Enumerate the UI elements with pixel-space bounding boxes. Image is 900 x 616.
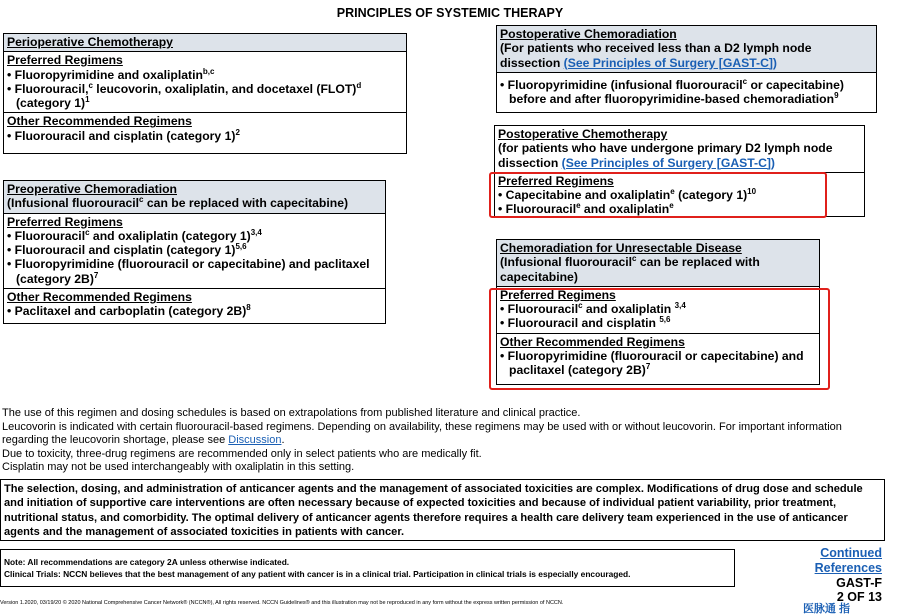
highlight-box bbox=[489, 172, 827, 218]
list-item: • Fluorouracil,$^c$ leucovorin, oxaliplatin, and docetaxel (FLOT)$^d$ (category 1)$^1$ bbox=[7, 80, 362, 111]
footnote: Leucovorin is indicated with certain fluorouracil-based regimens. Depending on availability, these regimens may be used with or without leucovorin. For important information regarding the leucovorin shortage, please see Discussion. bbox=[2, 420, 842, 446]
page-code: GAST-F bbox=[836, 576, 882, 590]
postop-chemorad-list bbox=[497, 73, 876, 109]
perioperative-preferred bbox=[4, 52, 406, 112]
perioperative-header: Perioperative Chemotherapy bbox=[4, 34, 406, 52]
postop-chemo-preferred: Preferred Regimens • Capecitabine and oxaliplatin$^e$ (category 1)$^{10}$ • Fluorouracil$^e$ and oxaliplatin$^e$ bbox=[495, 173, 864, 219]
discussion-link[interactable]: Discussion bbox=[228, 434, 282, 446]
perioperative-other bbox=[4, 112, 406, 145]
highlight-box bbox=[489, 288, 830, 390]
list-item: • Fluoropyrimidine (infusional fluorouracil$^c$ or capecitabine) before and after fluoropyrimidine-based chemoradiation$^9$ bbox=[500, 76, 844, 107]
list-item: • Fluorouracil$^c$ and oxaliplatin $^{3,4}$ bbox=[500, 301, 686, 317]
postop-chemorad-header: Postoperative Chemoradiation (For patients who received less than a D2 lymph node dissection (See Principles of Surgery [GAST-C]) bbox=[497, 26, 876, 73]
perioperative-chemo-box bbox=[3, 33, 407, 154]
unresectable-other: Other Recommended Regimens • Fluoropyrimidine (fluorouracil or capecitabine) and paclitaxel (category 2B)$^7$ bbox=[497, 333, 819, 380]
list-item: • Fluoropyrimidine and oxaliplatin$^{b,c}$ bbox=[7, 66, 215, 82]
continued-link[interactable]: Continued bbox=[820, 546, 882, 560]
list-item: • Fluorouracil and cisplatin (category 1)$^2$ bbox=[7, 127, 240, 143]
footnote: Cisplatin may not be used interchangeably with oxaliplatin in this setting. bbox=[2, 461, 355, 473]
footnotes bbox=[2, 407, 882, 475]
copyright: Version 1.2020, 03/19/20 © 2020 National Comprehensive Cancer Network® (NCCN®), All rights reserved. NCCN Guidelines® and this illustration may not be reproduced in any form without the express written permission of NCCN. bbox=[0, 600, 564, 606]
other-title: Other Recommended Regimens bbox=[7, 114, 192, 129]
references-link[interactable]: References bbox=[814, 561, 882, 575]
surgery-link[interactable]: (See Principles of Surgery [GAST-C]) bbox=[563, 55, 777, 70]
preop-header: Preoperative Chemoradiation (Infusional fluorouracil$^c$ can be replaced with capecitabine) bbox=[4, 181, 385, 214]
list-item: • Fluorouracil$^e$ and oxaliplatin$^e$ bbox=[498, 201, 674, 217]
footnote: The use of this regimen and dosing schedules is based on extrapolations from published literature and clinical practice. bbox=[2, 407, 581, 419]
list-item: • Paclitaxel and carboplatin (category 2B)$^8$ bbox=[7, 303, 251, 319]
preferred-title: Preferred Regimens bbox=[7, 53, 123, 68]
postop-chemorad-box bbox=[496, 25, 877, 113]
list-item: • Fluorouracil and cisplatin $^{5,6}$ bbox=[500, 315, 671, 331]
list-item: • Fluoropyrimidine (fluorouracil or capecitabine) and paclitaxel (category 2B)$^7$ bbox=[7, 257, 370, 286]
page-number: 2 OF 13 bbox=[836, 590, 882, 604]
unresectable-header: Chemoradiation for Unresectable Disease (Infusional fluorouracil$^c$ can be replaced with capecitabine) bbox=[497, 240, 819, 287]
postop-chemo-header: Postoperative Chemotherapy (for patients who have undergone primary D2 lymph node dissection (See Principles of Surgery [GAST-C]) bbox=[495, 126, 864, 173]
watermark: 医脉通 指 bbox=[802, 603, 850, 615]
list-item: • Capecitabine and oxaliplatin$^e$ (category 1)$^{10}$ bbox=[498, 187, 757, 203]
list-item: • Fluorouracil and cisplatin (category 1)$^{5,6}$ bbox=[7, 242, 247, 258]
list-item: • Fluorouracil$^c$ and oxaliplatin (category 1)$^{3,4}$ bbox=[7, 227, 262, 243]
list-item: • Fluoropyrimidine (fluorouracil or capecitabine) and paclitaxel (category 2B)$^7$ bbox=[500, 349, 804, 378]
preop-preferred: Preferred Regimens • Fluorouracil$^c$ and oxaliplatin (category 1)$^{3,4}$ • Fluorouracil and cisplatin (category 1)$^{5,6}$ • Fluoropyrimidine (fluorouracil or capecitabine) and paclitaxel (category 2B)$^7$ bbox=[4, 214, 385, 288]
warning-box: The selection, dosing, and administration of anticancer agents and the management of associated toxicities are complex. Modifications of drug dose and schedule and initiation of supportive care interventions are often necessary because of expected toxicities and because of individual patient variability, prior treatment, nutritional status, and comorbidity. The optimal delivery of anticancer agents therefore requires a health care delivery team experienced in the use of anticancer agents and the management of associated toxicities in patients with cancer. bbox=[0, 479, 885, 541]
note-box: Note: All recommendations are category 2A unless otherwise indicated. Clinical Trials: NCCN believes that the best management of any patient with cancer is in a clinical trial. Participation in clinical trials is especially encouraged. bbox=[0, 549, 735, 587]
surgery-link[interactable]: (See Principles of Surgery [GAST-C]) bbox=[561, 155, 775, 170]
unresectable-preferred: Preferred Regimens • Fluorouracil$^c$ and oxaliplatin $^{3,4}$ • Fluorouracil and cisplatin $^{5,6}$ bbox=[497, 287, 819, 333]
preop-other: Other Recommended Regimens • Paclitaxel and carboplatin (category 2B)$^8$ bbox=[4, 288, 385, 321]
preop-chemorad-box bbox=[3, 180, 386, 324]
footnote: Due to toxicity, three-drug regimens are recommended only in select patients who are medically fit. bbox=[2, 447, 482, 460]
page-title: PRINCIPLES OF SYSTEMIC THERAPY bbox=[336, 6, 564, 20]
